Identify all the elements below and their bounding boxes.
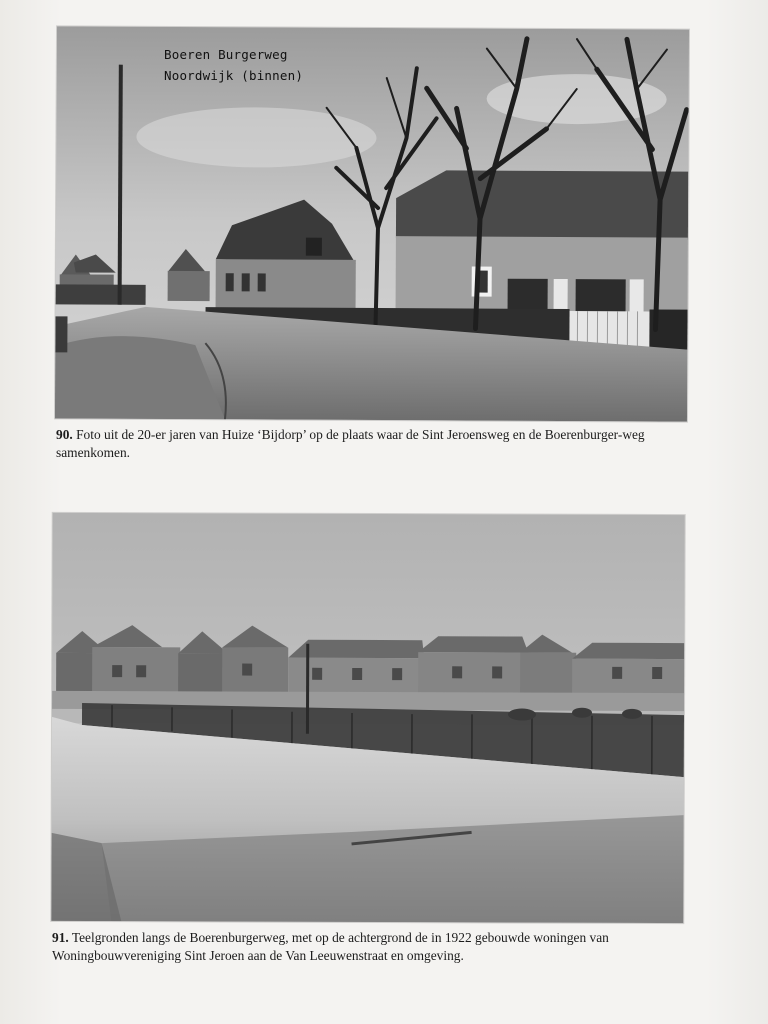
caption-number: 90. [56,427,73,442]
photo-inscription [164,44,303,86]
fields-and-houses-illustration [51,513,684,923]
caption-number: 91. [52,930,69,945]
photo-inscription-line-1: Boeren Burgerweg [164,47,288,62]
caption-text: Teelgronden langs de Boerenburgerweg, met op de achtergrond de in 1922 gebouwde woningen van Woningbouwvereniging Sint Jeroen aan de Van Leeuwenstraat en omgeving. [52,930,609,963]
caption-photo-91 [52,929,692,965]
photo-inscription-line-2: Noordwijk (binnen) [164,68,304,83]
caption-text: Foto uit de 20-er jaren van Huize ‘Bijdorp’ op de plaats waar de Sint Jeroensweg en de Boerenburger-weg samenkomen. [56,427,645,460]
street-scene-illustration [55,26,689,421]
photo-huize-bijdorp [55,26,689,421]
caption-photo-90 [56,426,692,462]
photo-teelgronden [51,513,684,923]
